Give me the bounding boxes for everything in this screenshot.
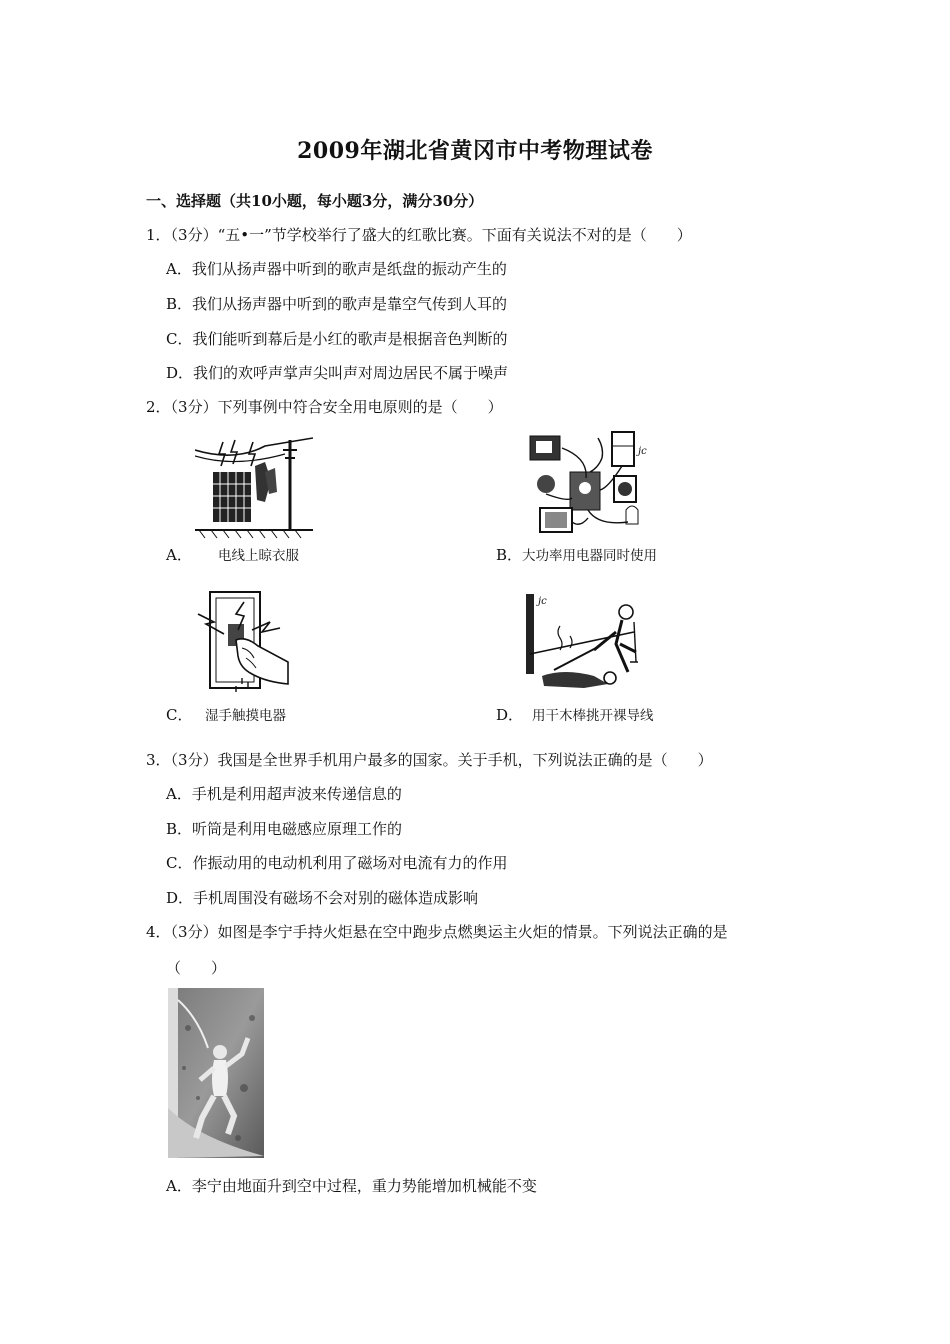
q2-option-a-caption: 电线上晾衣服 bbox=[218, 548, 299, 564]
wet-hand-switch-illustration bbox=[196, 588, 296, 698]
exam-title: 2009年湖北省黄冈市中考物理试卷 bbox=[297, 138, 653, 164]
q3-option-c: C．作振动用的电动机利用了磁场对电流有力的作用 bbox=[166, 854, 508, 872]
q1-option-b: B．我们从扬声器中听到的歌声是靠空气传到人耳的 bbox=[166, 295, 508, 313]
clothes-on-powerline-illustration bbox=[195, 432, 313, 540]
q2-option-c-caption: 湿手触摸电器 bbox=[205, 708, 286, 724]
q2-option-a-label: A． bbox=[166, 546, 192, 564]
wooden-stick-wire-illustration bbox=[524, 592, 640, 696]
question-4-stem: 4．（3分）如图是李宁手持火炬悬在空中跑步点燃奥运主火炬的情景。下列说法正确的是 bbox=[146, 923, 728, 941]
appliances-illustration bbox=[528, 428, 660, 540]
section-heading: 一、选择题（共10小题，每小题3分，满分30分） bbox=[146, 192, 484, 210]
q2-option-c-label: C． bbox=[166, 706, 193, 724]
q4-option-a: A．李宁由地面升到空中过程，重力势能增加机械能不变 bbox=[166, 1177, 537, 1195]
q1-option-c: C．我们能听到幕后是小红的歌声是根据音色判断的 bbox=[166, 330, 508, 348]
q4-answer-paren: （ ） bbox=[166, 959, 227, 977]
li-ning-torch-photo bbox=[168, 988, 264, 1158]
q1-option-d: D．我们的欢呼声掌声尖叫声对周边居民不属于噪声 bbox=[166, 364, 509, 382]
question-3-stem: 3．（3分）我国是全世界手机用户最多的国家。关于手机，下列说法正确的是（ ） bbox=[146, 751, 713, 769]
watermark-b: jc bbox=[638, 446, 647, 457]
q2-option-d-caption: 用干木棒挑开裸导线 bbox=[532, 708, 654, 724]
q2-option-b-label: B． bbox=[496, 546, 523, 564]
q3-option-d: D．手机周围没有磁场不会对别的磁体造成影响 bbox=[166, 889, 479, 907]
q3-option-a: A．手机是利用超声波来传递信息的 bbox=[166, 785, 402, 803]
watermark-d: jc bbox=[538, 596, 547, 607]
q2-option-b-caption: 大功率用电器同时使用 bbox=[522, 548, 657, 564]
q3-option-b: B．听筒是利用电磁感应原理工作的 bbox=[166, 820, 403, 838]
question-2-stem: 2．（3分）下列事例中符合安全用电原则的是（ ） bbox=[146, 398, 503, 416]
question-1-stem: 1．（3分）“五•一”节学校举行了盛大的红歌比赛。下面有关说法不对的是（ ） bbox=[146, 226, 692, 244]
q2-option-d-label: D． bbox=[496, 706, 524, 724]
q1-option-a: A．我们从扬声器中听到的歌声是纸盘的振动产生的 bbox=[166, 260, 507, 278]
